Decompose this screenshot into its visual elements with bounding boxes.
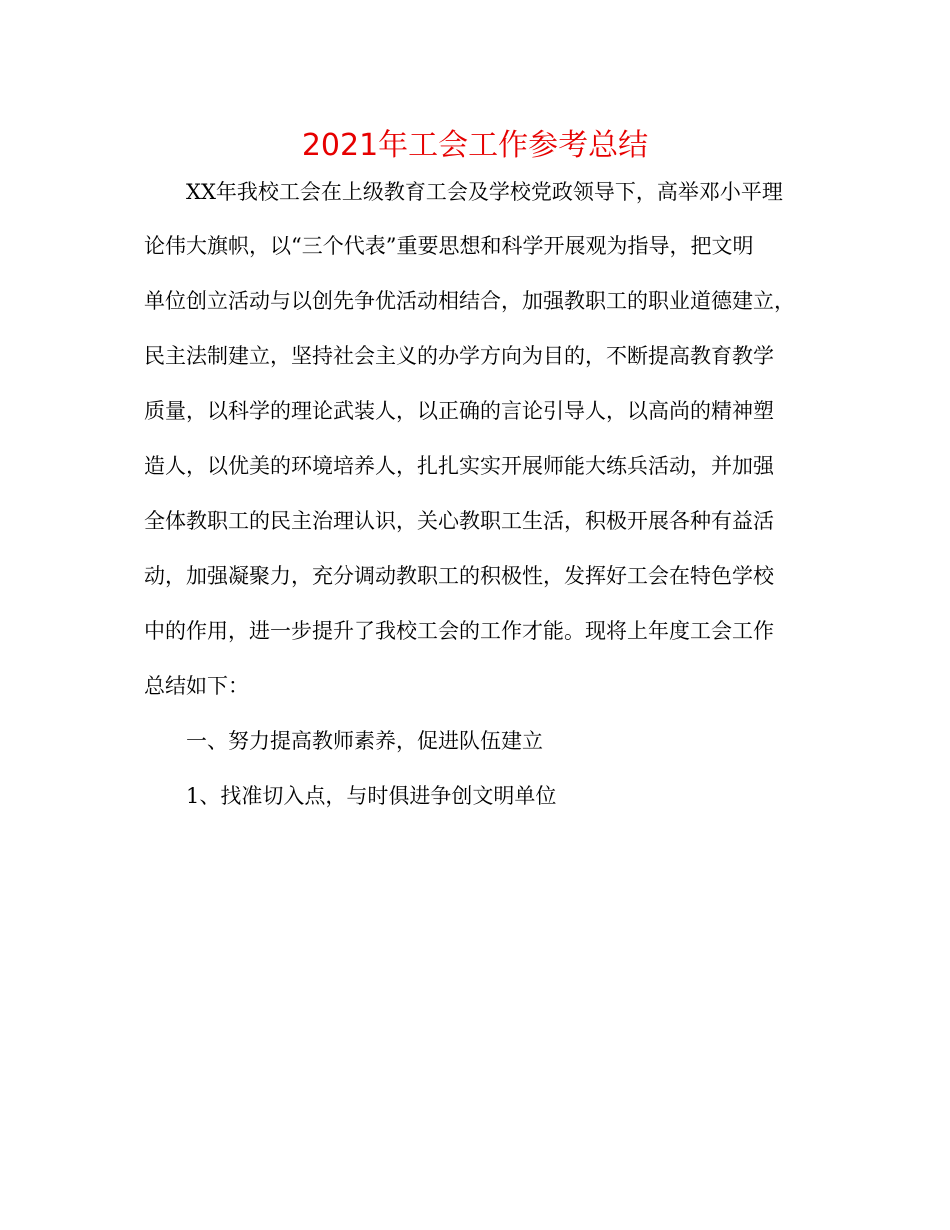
- subsection-heading: 1、找准切入点，与时俱进争创文明单位: [186, 784, 557, 808]
- paragraph-line: 民主法制建立，坚持社会主义的办学方向为目的，不断提高教育教学: [144, 344, 774, 368]
- section-heading: 一、努力提高教师素养，促进队伍建立: [186, 729, 543, 753]
- paragraph-line: 总结如下：: [144, 674, 249, 698]
- paragraph-line: 单位创立活动与以创先争优活动相结合，加强教职工的职业道德建立，: [144, 289, 795, 313]
- paragraph-line: 中的作用，进一步提升了我校工会的工作才能。现将上年度工会工作: [144, 619, 774, 643]
- paragraph-line: 论伟大旗帜，以“三个代表”重要思想和科学开展观为指导，把文明: [144, 234, 754, 258]
- paragraph-line: XX年我校工会在上级教育工会及学校党政领导下，高举邓小平理: [186, 180, 783, 204]
- paragraph-line: 全体教职工的民主治理认识，关心教职工生活，积极开展各种有益活: [144, 509, 774, 533]
- paragraph-line: 动，加强凝聚力，充分调动教职工的积极性，发挥好工会在特色学校: [144, 564, 774, 588]
- paragraph-line: 质量，以科学的理论武装人，以正确的言论引导人，以高尚的精神塑: [144, 399, 774, 423]
- document-title: 2021年工会工作参考总结: [301, 128, 649, 163]
- paragraph-line: 造人，以优美的环境培养人，扎扎实实开展师能大练兵活动，并加强: [144, 454, 774, 478]
